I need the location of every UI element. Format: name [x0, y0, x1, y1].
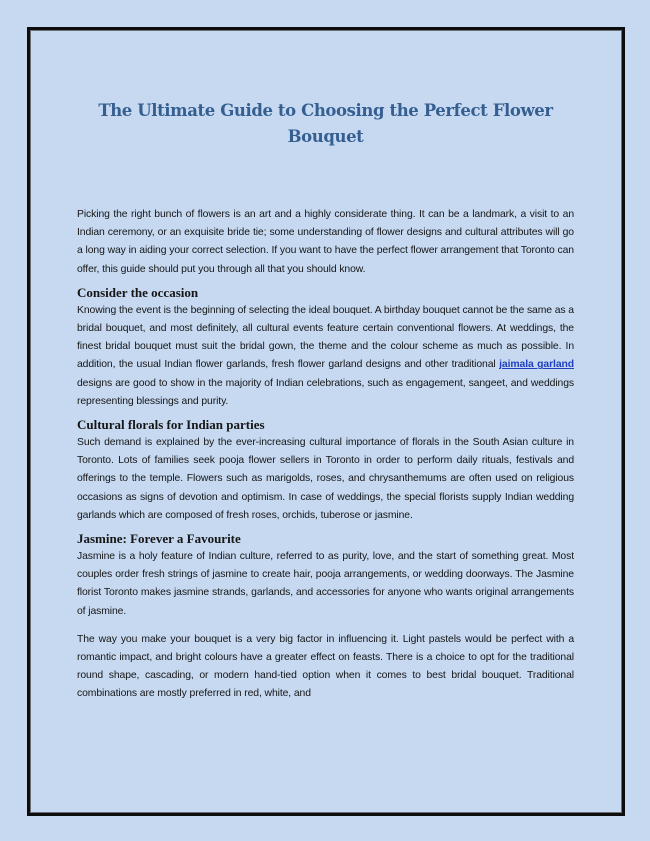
- intro-paragraph: Picking the right bunch of flowers is an art and a highly considerate thing. It can be a landmark, a visit to an Indian ceremony, or an exquisite bride tie; some understanding of flower designs and cultural attributes will go a long way in aiding your correct selection. If you want to have the perfect flower arrangement that Toronto can offer, this guide should put you through all that you should know.: [77, 209, 574, 275]
- document-title: The Ultimate Guide to Choosing the Perfect Flower Bouquet: [98, 101, 553, 146]
- occasion-text-before-link: Knowing the event is the beginning of selecting the ideal bouquet. A birthday bouquet cannot be the same as a bridal bouquet, and most definitely, all cultural events feature certain conventional flowers. At weddings, the finest bridal bouquet must suit the bridal gown, the theme and the colour scheme as much as possible. In addition, the usual Indian flower garlands, fresh flower garland designs and other traditional: [77, 304, 574, 371]
- section-heading-occasion: Consider the occasion: [77, 284, 199, 300]
- section-body-occasion: [77, 302, 574, 411]
- document-content: [77, 98, 574, 710]
- jaimala-garland-link[interactable]: jaimala garland: [499, 359, 574, 371]
- occasion-text-after-link: designs are good to show in the majority of Indian celebrations, such as engagement, sangeet, and weddings representing blessings and purity.: [77, 377, 574, 407]
- section-body-jasmine: Jasmine is a holy feature of Indian culture, referred to as purity, love, and the start of something great. Most couples order fresh strings of jasmine to create hair, pooja arrangements, or wedding doorways. The Jasmine florist Toronto makes jasmine strands, garlands, and accessories for anyone who wants original arrangements of jasmine.: [77, 551, 574, 617]
- closing-paragraph: The way you make your bouquet is a very big factor in influencing it. Light pastels would be perfect with a romantic impact, and bright colours have a greater effect on feasts. There is a choice to opt for the traditional round shape, cascading, or modern hand-tied option when it comes to best bridal bouquet. Traditional combinations are mostly preferred in red, white, and: [77, 633, 574, 700]
- section-body-cultural-florals: Such demand is explained by the ever-increasing cultural importance of florals in the South Asian culture in Toronto. Lots of families seek pooja flower sellers in Toronto in order to perform daily rituals, festivals and offerings to the temple. Flowers such as marigolds, roses, and chrysanthemums are often used on religious occasions as signs of devotion and optimism. In case of weddings, the special florists supply Indian wedding garlands which are composed of fresh roses, orchids, tuberose or jasmine.: [77, 437, 574, 521]
- section-heading-cultural-florals: Cultural florals for Indian parties: [77, 417, 265, 433]
- section-heading-jasmine: Jasmine: Forever a Favourite: [77, 531, 241, 547]
